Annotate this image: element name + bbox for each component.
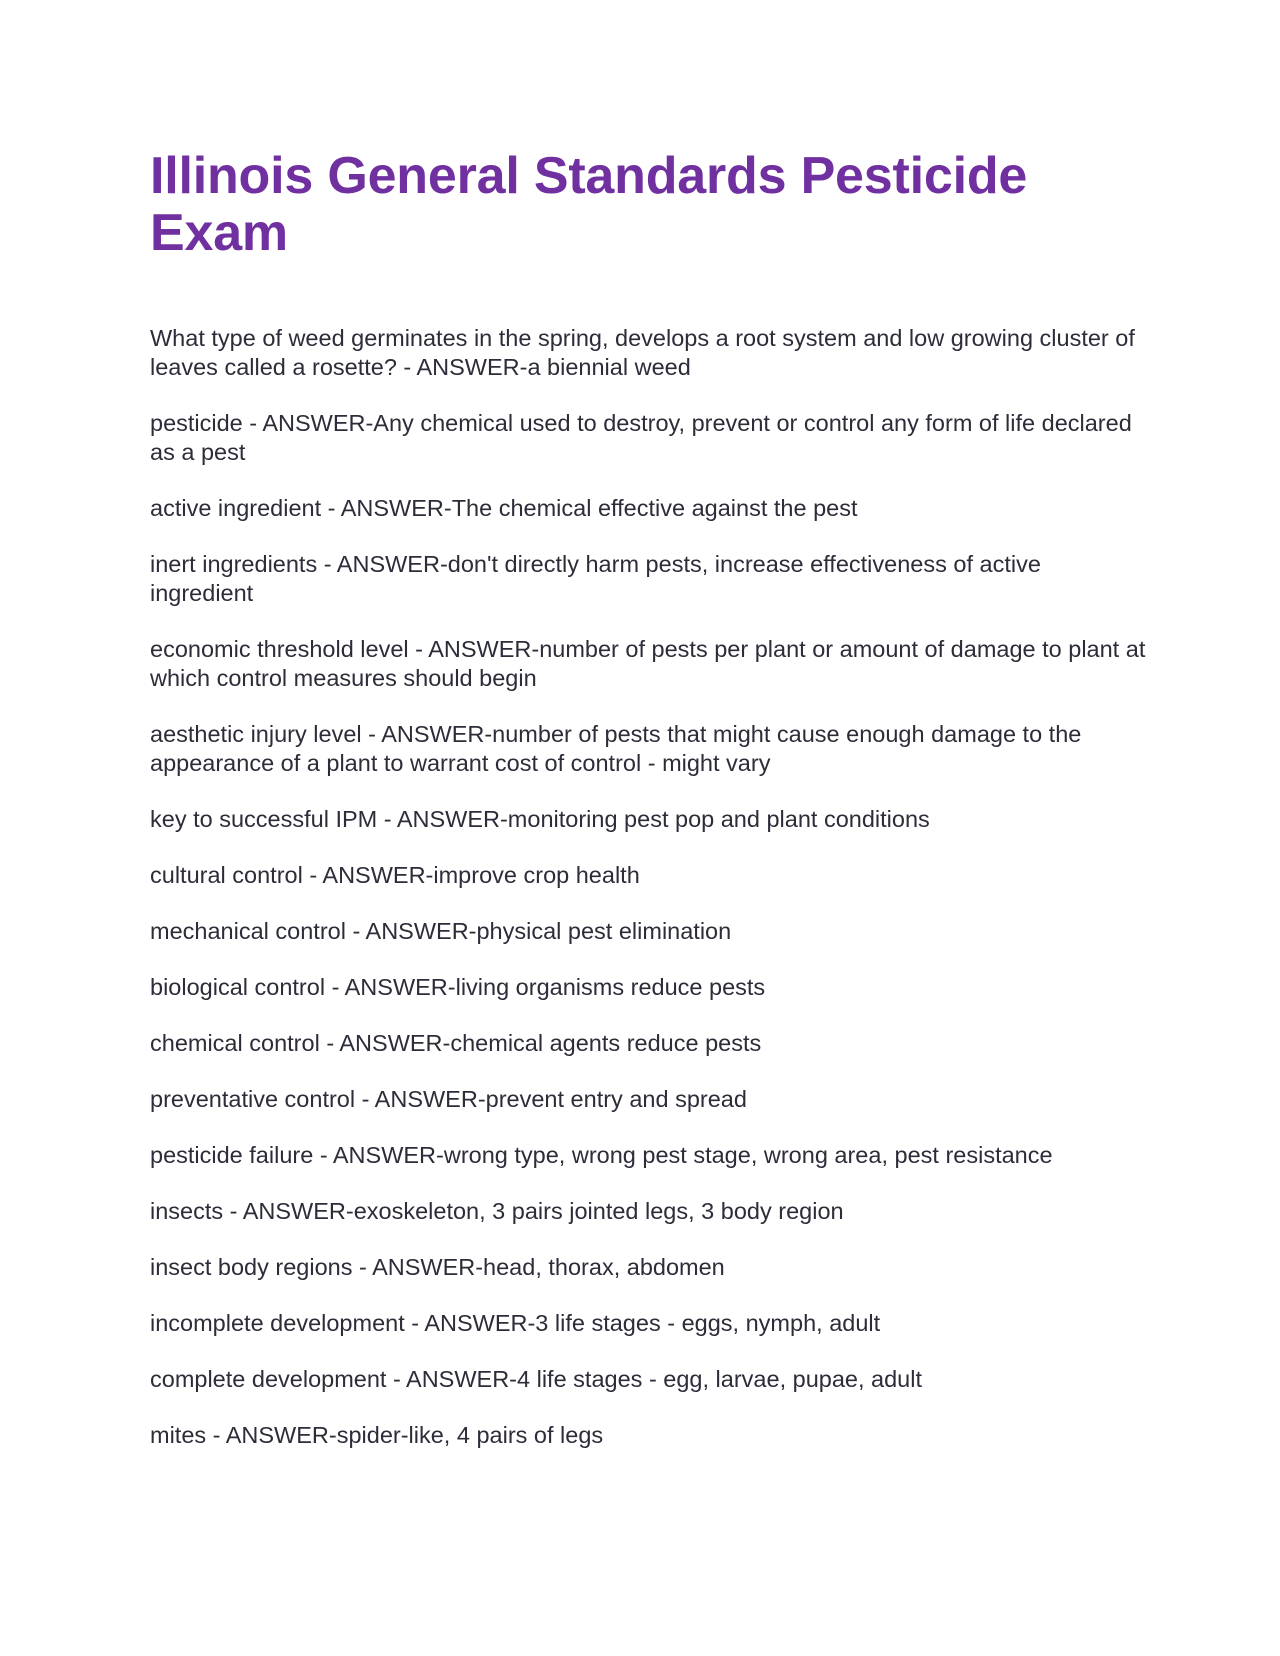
qa-item: cultural control - ANSWER-improve crop health <box>150 862 640 888</box>
qa-item: chemical control - ANSWER-chemical agents reduce pests <box>150 1030 762 1056</box>
qa-item: aesthetic injury level - ANSWER-number of pests that might cause enough damage to the appearance of a plant to warrant cost of control - might vary <box>150 721 1082 776</box>
qa-item: pesticide - ANSWER-Any chemical used to destroy, prevent or control any form of life declared as a pest <box>150 410 1132 465</box>
qa-item: mites - ANSWER-spider-like, 4 pairs of legs <box>150 1422 604 1448</box>
qa-item: active ingredient - ANSWER-The chemical effective against the pest <box>150 495 858 521</box>
qa-item: pesticide failure - ANSWER-wrong type, wrong pest stage, wrong area, pest resistance <box>150 1142 1053 1168</box>
qa-item: insects - ANSWER-exoskeleton, 3 pairs jointed legs, 3 body region <box>150 1198 844 1224</box>
qa-item: economic threshold level - ANSWER-number of pests per plant or amount of damage to plant at which control measures should begin <box>150 636 1146 691</box>
qa-list <box>150 324 1150 1450</box>
qa-item: What type of weed germinates in the spring, develops a root system and low growing cluster of leaves called a rosette? - ANSWER-a biennial weed <box>150 325 1135 380</box>
qa-item: complete development - ANSWER-4 life stages - egg, larvae, pupae, adult <box>150 1366 922 1392</box>
qa-item: key to successful IPM - ANSWER-monitoring pest pop and plant conditions <box>150 806 930 832</box>
document-title <box>150 148 1150 262</box>
qa-item: biological control - ANSWER-living organisms reduce pests <box>150 974 766 1000</box>
qa-item: insect body regions - ANSWER-head, thorax, abdomen <box>150 1254 725 1280</box>
document-title-line-1: Illinois General Standards Pesticide <box>150 147 1028 205</box>
document-title-line-2: Exam <box>150 204 288 262</box>
qa-item: preventative control - ANSWER-prevent entry and spread <box>150 1086 747 1112</box>
qa-item: mechanical control - ANSWER-physical pest elimination <box>150 918 732 944</box>
document-page <box>150 148 1150 1477</box>
qa-item: incomplete development - ANSWER-3 life stages - eggs, nymph, adult <box>150 1310 881 1336</box>
qa-item: inert ingredients - ANSWER-don't directly harm pests, increase effectiveness of active ingredient <box>150 551 1041 606</box>
